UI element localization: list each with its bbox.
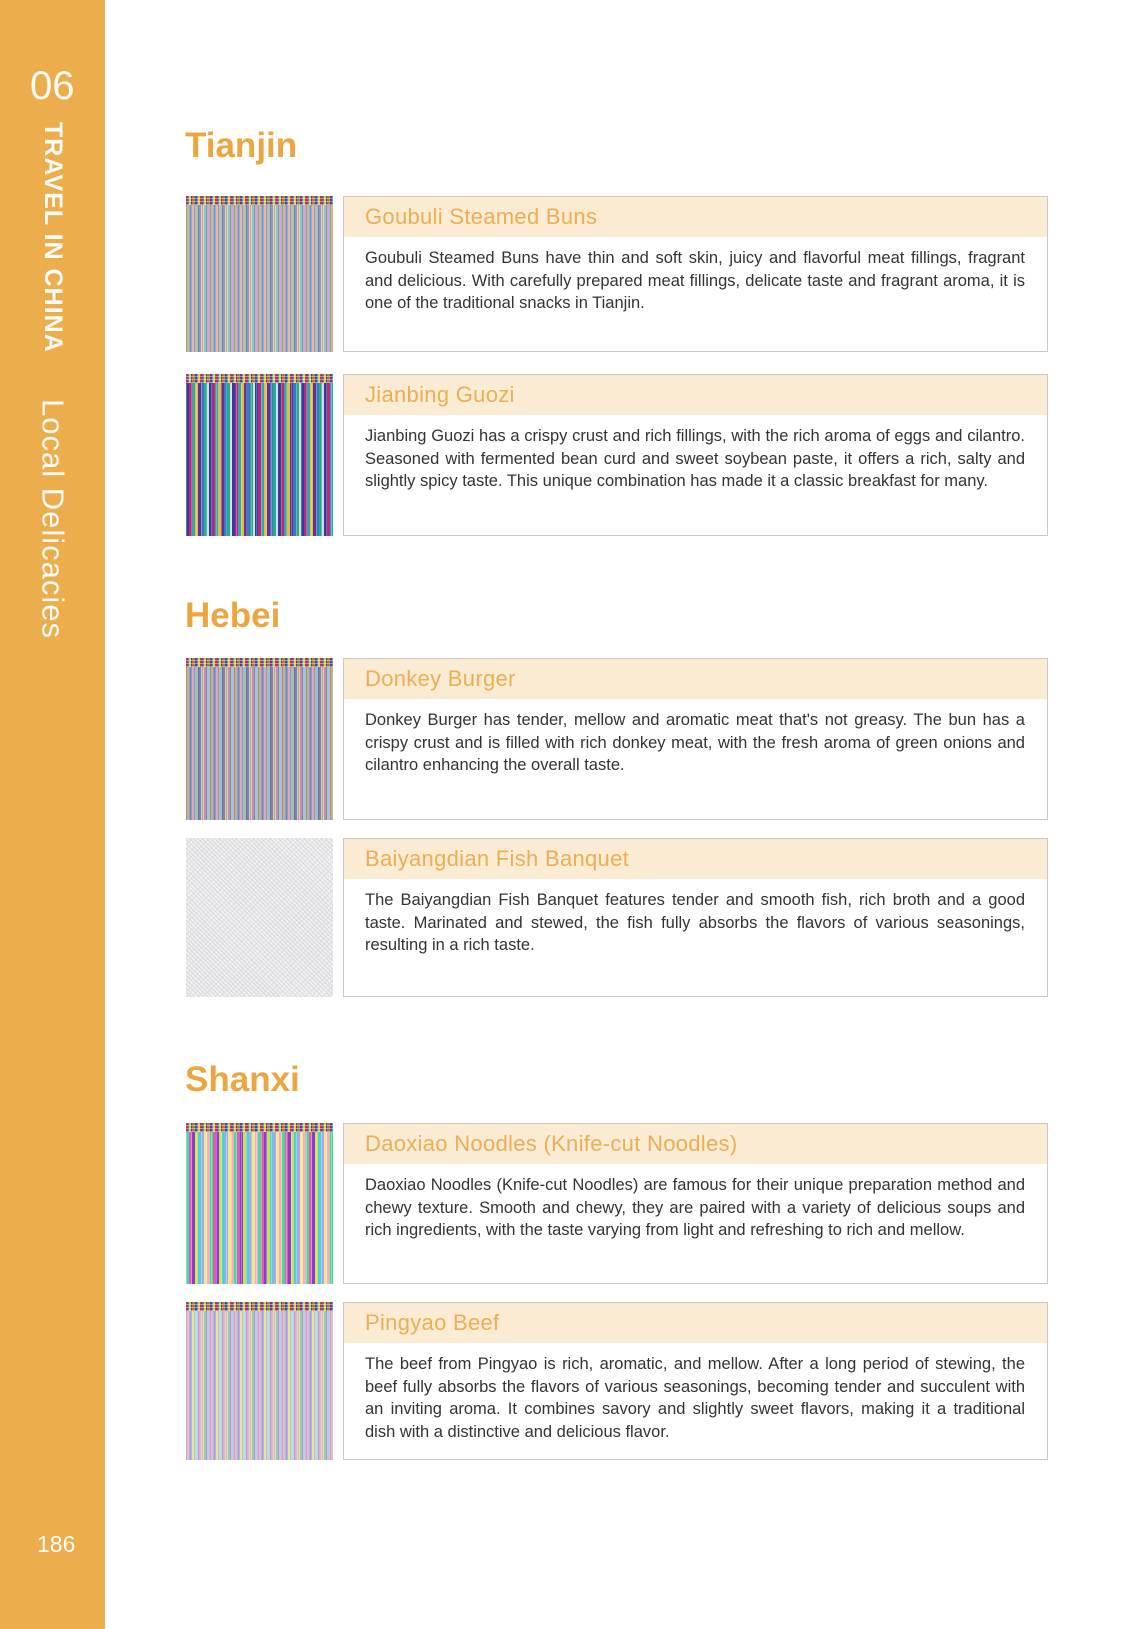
dish-image-placeholder [186,1302,333,1460]
dish-title: Goubuli Steamed Buns [365,204,598,229]
chapter-subtitle-vertical: Local Delicacies [35,399,71,639]
chapter-number: 06 [30,64,75,108]
dish-row [186,658,1048,820]
dish-card-header [344,839,1047,879]
dish-title: Donkey Burger [365,666,516,691]
dish-row [186,838,1048,997]
dish-card-header [344,375,1047,415]
dish-description: Jianbing Guozi has a crispy crust and rich fillings, with the rich aroma of eggs and cilantro. Seasoned with fermented bean curd and sweet soybean paste, it offers a rich, salty and slightly spicy taste. This unique combination has made it a classic breakfast for many. [365,427,1025,490]
dish-card [343,374,1048,536]
dish-image-placeholder [186,658,333,820]
section-heading-tianjin: Tianjin [185,126,298,165]
dish-card-header [344,1303,1047,1343]
dish-card [343,1302,1048,1460]
dish-image-placeholder [186,374,333,536]
section-heading-shanxi: Shanxi [185,1060,300,1099]
dish-card-header [344,659,1047,699]
dish-description: The beef from Pingyao is rich, aromatic, and mellow. After a long period of stewing, the beef fully absorbs the flavors of various seasonings, becoming tender and succulent with an inviting aroma. It combines savory and slightly sweet flavors, making it a traditional dish with a distinctive and delicious flavor. [365,1355,1025,1441]
dish-title: Baiyangdian Fish Banquet [365,846,630,871]
dish-description: Donkey Burger has tender, mellow and aromatic meat that's not greasy. The bun has a crispy crust and is filled with rich donkey meat, with the fresh aroma of green onions and cilantro enhancing the overall taste. [365,711,1025,774]
dish-title: Daoxiao Noodles (Knife-cut Noodles) [365,1131,738,1156]
dish-description: Daoxiao Noodles (Knife-cut Noodles) are famous for their unique preparation method and chewy texture. Smooth and chewy, they are paired with a variety of delicious soups and rich ingredients, with the taste varying from light and refreshing to rich and mellow. [365,1176,1025,1239]
dish-row [186,196,1048,352]
dish-card [343,838,1048,997]
chapter-title-vertical: TRAVEL IN CHINA [39,122,67,353]
dish-title: Jianbing Guozi [365,382,515,407]
dish-row [186,374,1048,536]
dish-card-header [344,1124,1047,1164]
dish-image-placeholder [186,1123,333,1284]
dish-description: The Baiyangdian Fish Banquet features tender and smooth fish, rich broth and a good taste. Marinated and stewed, the fish fully absorbs the flavors of various seasonings, resulting in a rich taste. [365,891,1025,954]
dish-card [343,1123,1048,1284]
dish-image-placeholder [186,196,333,352]
dish-title: Pingyao Beef [365,1310,500,1335]
dish-card [343,196,1048,352]
dish-card [343,658,1048,820]
dish-row [186,1123,1048,1284]
dish-row [186,1302,1048,1460]
dish-image-placeholder [186,838,333,997]
page-number: 186 [37,1531,76,1557]
sidebar-band [0,0,105,1629]
dish-description: Goubuli Steamed Buns have thin and soft skin, juicy and flavorful meat fillings, fragrant and delicious. With carefully prepared meat fillings, delicate taste and fragrant aroma, it is one of the traditional snacks in Tianjin. [365,249,1025,312]
section-heading-hebei: Hebei [185,596,281,635]
dish-card-header [344,197,1047,237]
